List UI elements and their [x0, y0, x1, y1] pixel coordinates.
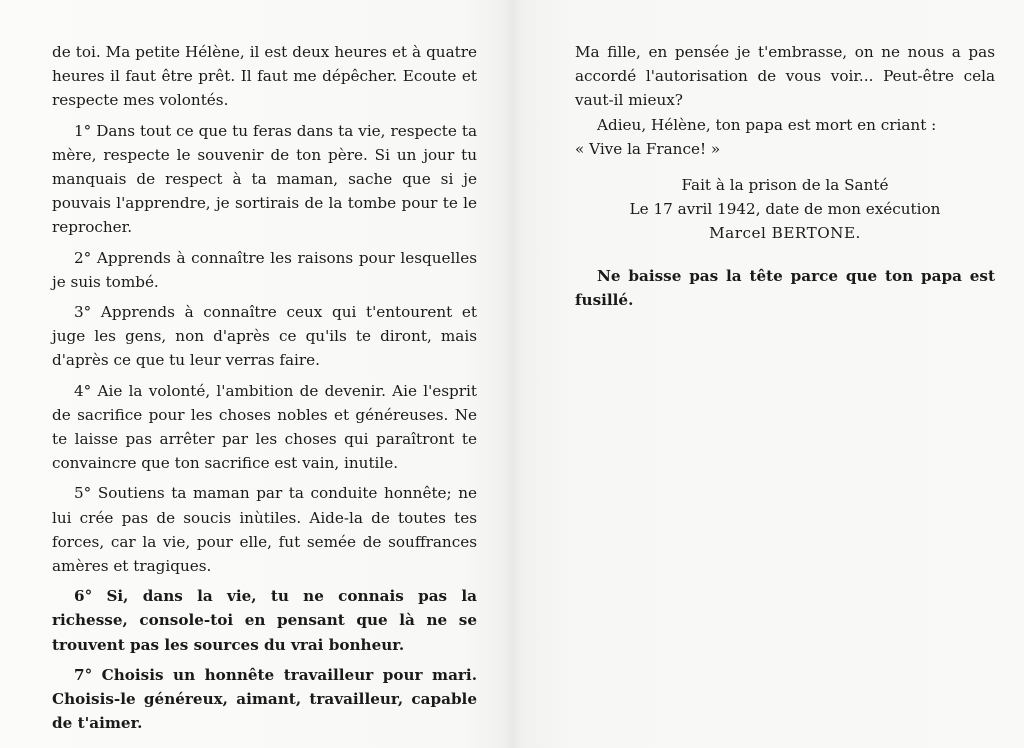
- right-page: [575, 40, 995, 312]
- farewell-line: Adieu, Hélène, ton papa est mort en criant :: [597, 115, 937, 134]
- instruction-paragraph-6: 6° Si, dans la vie, tu ne connais pas la richesse, console-toi en pensant que là ne se trouvent pas les sources du vrai bonheur.: [52, 587, 477, 654]
- signature-block: [575, 173, 995, 246]
- left-page: [52, 40, 477, 735]
- instruction-paragraph-4: 4° Aie la volonté, l'ambition de devenir. Aie l'esprit de sacrifice pour les choses nobles et généreuses. Ne te laisse pas arrêter par les choses qui paraîtront te convaincre que ton sacrifice est vain, inutile.: [52, 381, 477, 473]
- opening-paragraph: de toi. Ma petite Hélène, il est deux heures et à quatre heures il faut être prêt. Il faut me dépêcher. Ecoute et respecte mes volontés.: [52, 43, 477, 110]
- signature-date: Le 17 avril 1942, date de mon exécution: [629, 200, 941, 219]
- signature-name: Marcel BERTONE.: [709, 224, 861, 243]
- final-line: Ne baisse pas la tête parce que ton papa est fusillé.: [575, 266, 995, 309]
- instruction-paragraph-2: 2° Apprends à connaître les raisons pour lesquelles je suis tombé.: [52, 248, 477, 291]
- instruction-paragraph-7: 7° Choisis un honnête travailleur pour mari. Choisis-le généreux, aimant, travailleur, capable de t'aimer.: [52, 665, 477, 733]
- embrace-paragraph: Ma fille, en pensée je t'embrasse, on ne nous a pas accordé l'autorisation de vous voir... Peut-être cela vaut-il mieux?: [575, 43, 995, 110]
- signature-place: Fait à la prison de la Santé: [681, 176, 889, 195]
- instruction-paragraph-3: 3° Apprends à connaître ceux qui t'entourent et juge les gens, non d'après ce qu'ils te diront, mais d'après ce que tu leur verras faire.: [52, 303, 477, 370]
- instruction-paragraph-1: 1° Dans tout ce que tu feras dans ta vie, respecte ta mère, respecte le souvenir de ton père. Si un jour tu manquais de respect à ta maman, sache que si je pouvais l'apprendre, je sortirais de la tombe pour te le reprocher.: [52, 121, 477, 237]
- vive-la-france-quote: « Vive la France! »: [575, 139, 721, 158]
- instruction-paragraph-5: 5° Soutiens ta maman par ta conduite honnête; ne lui crée pas de soucis inùtiles. Aide-la de toutes tes forces, car la vie, pour elle, fut semée de souffrances amères et tragiques.: [52, 484, 477, 576]
